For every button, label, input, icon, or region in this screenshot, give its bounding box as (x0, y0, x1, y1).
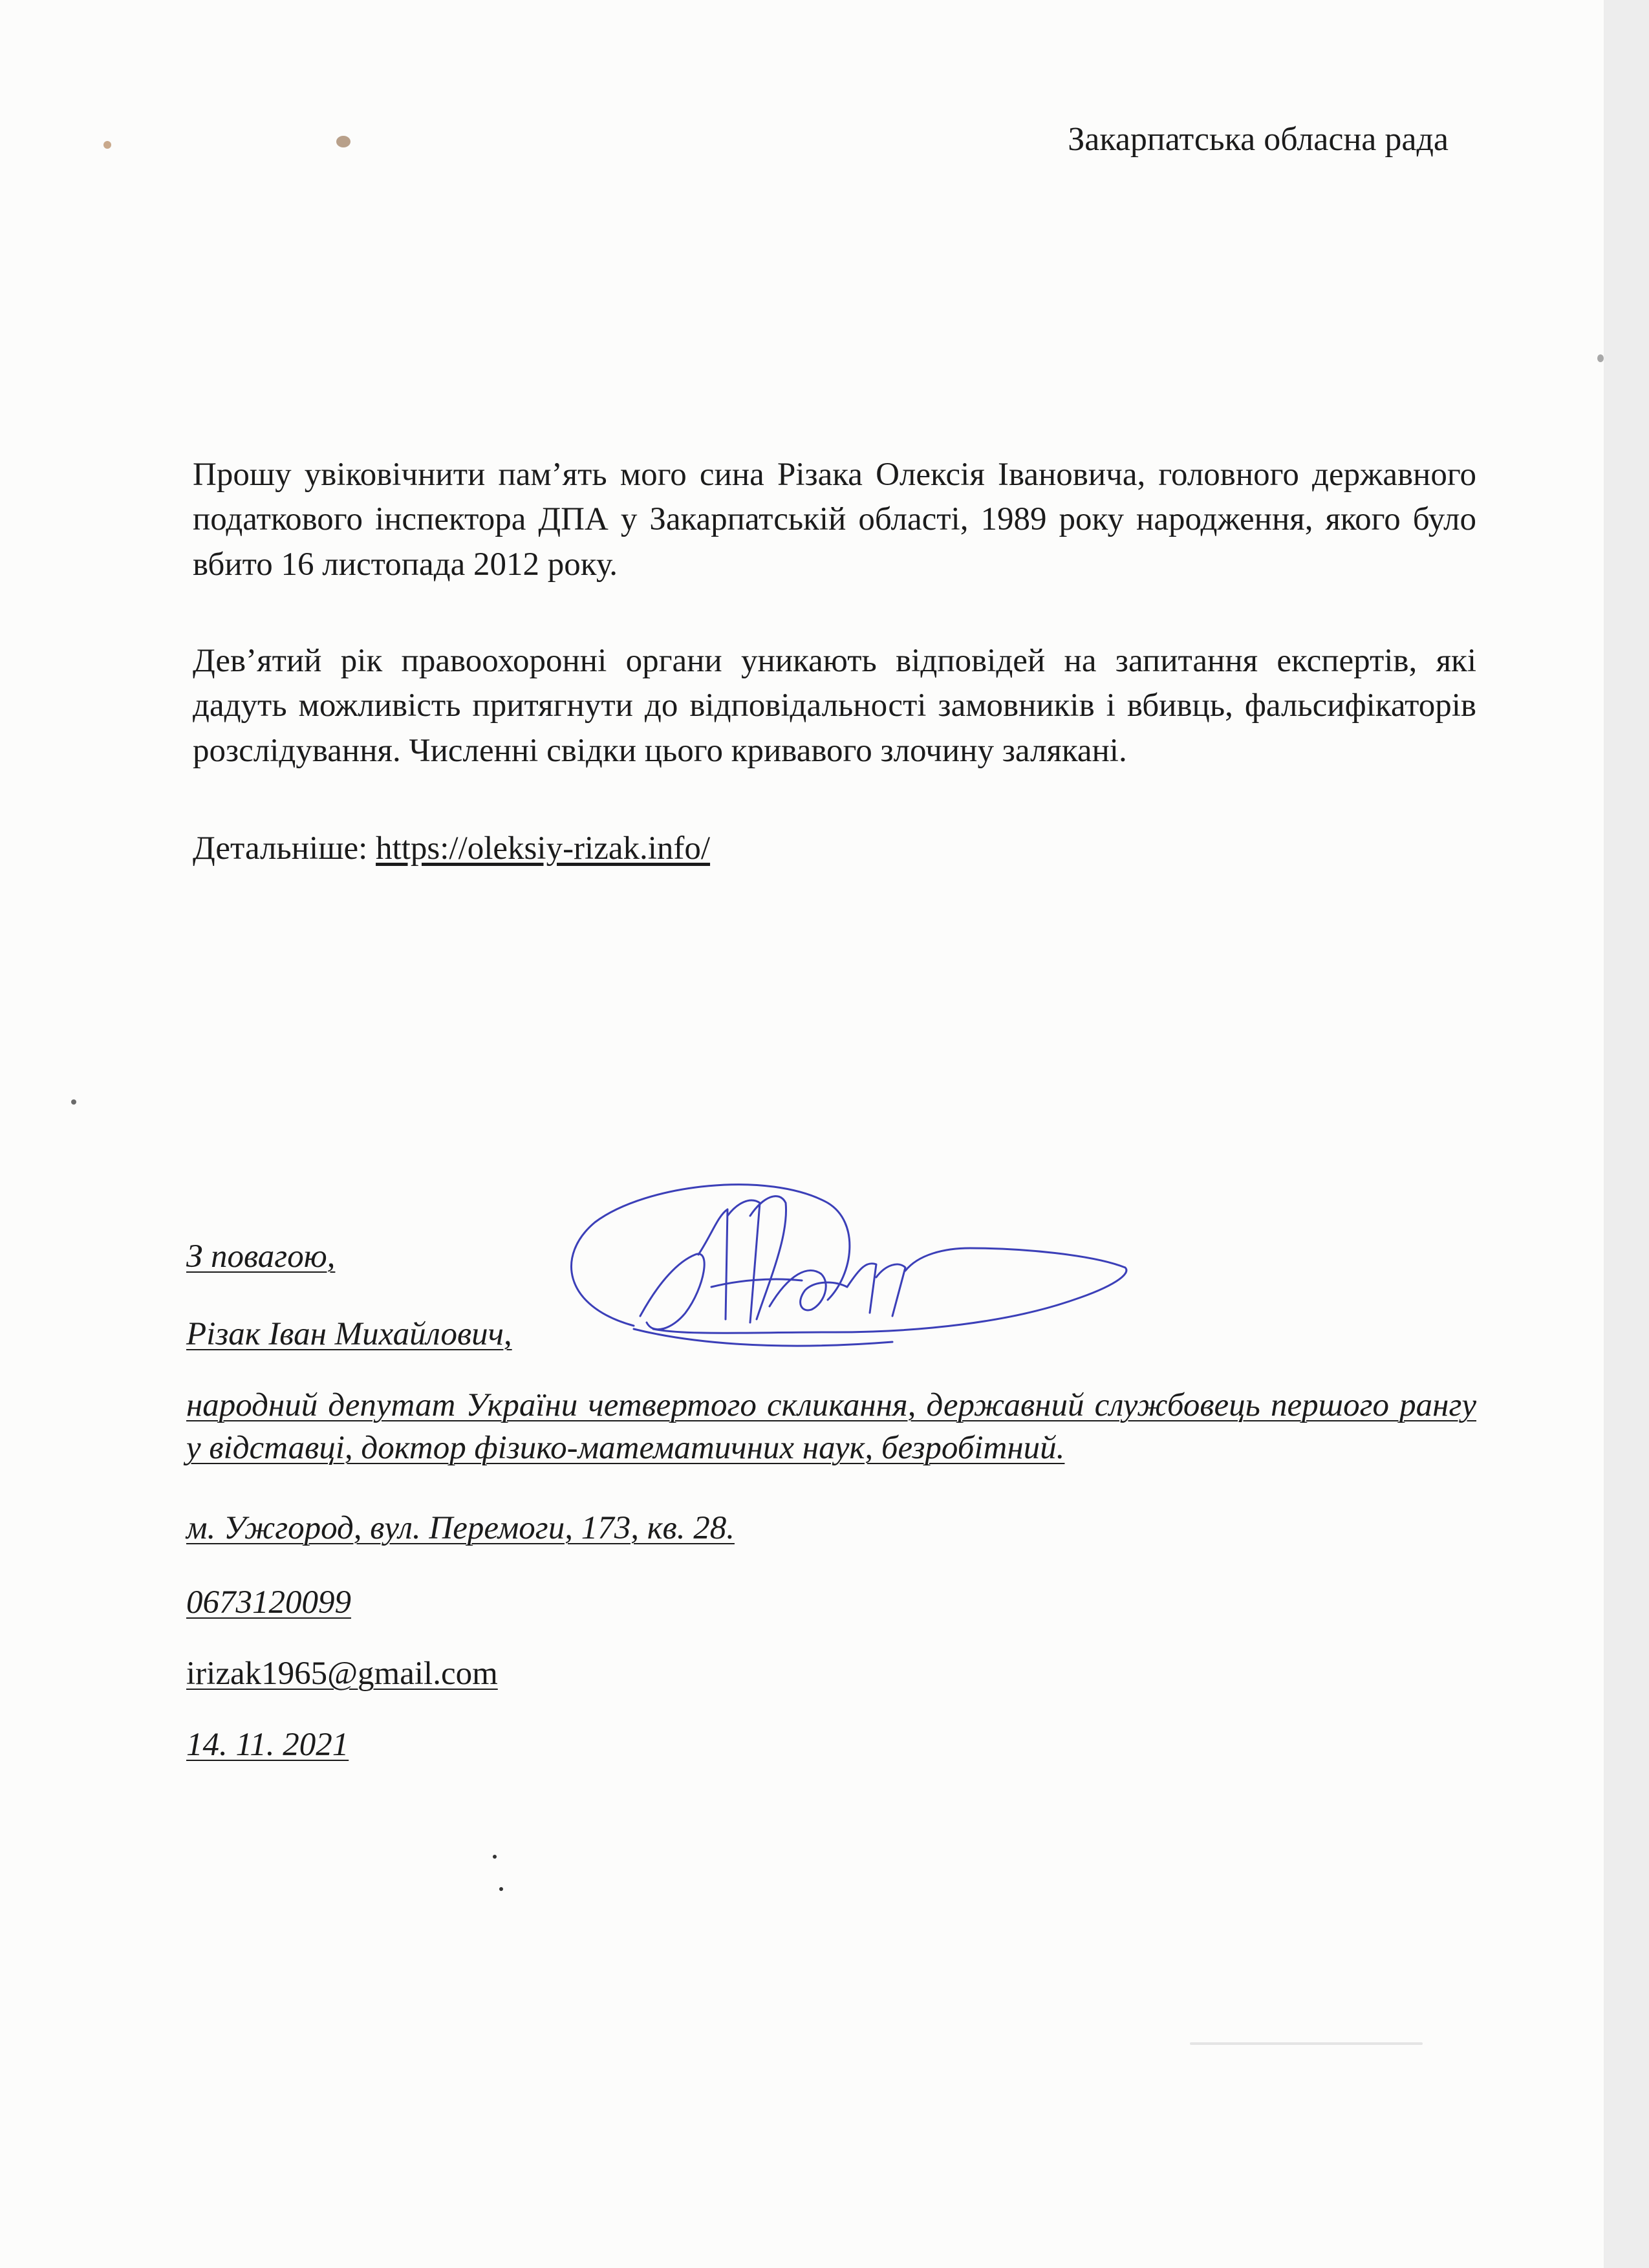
details-link[interactable]: https://oleksiy-rizak.info/ (376, 830, 711, 867)
handwritten-signature (556, 1158, 1151, 1371)
signer-name: Різак Іван Михайлович, (186, 1316, 512, 1352)
recipient: Закарпатська обласна рада (1068, 121, 1449, 158)
paragraph-request: Прошу увіковічнити пам’ять мого сина Різака Олексія Івановича, головного державного податкового інспектора ДПА у Закарпатській області, 1989 року народження, якого було вбито 16 листопада 2012 року. (193, 457, 1476, 583)
signer-title: народний депутат України четвертого скликання, державний службовець першого рангу у відставці, доктор фізико-математичних наук, безробітний. (186, 1387, 1476, 1467)
scan-speck (71, 1099, 76, 1105)
signer-email[interactable]: irizak1965@gmail.com (186, 1656, 498, 1692)
signer-address: м. Ужгород, вул. Перемоги, 173, кв. 28. (186, 1510, 735, 1546)
scan-speck (103, 141, 111, 149)
scan-speck (1597, 354, 1604, 362)
scan-speck (1190, 2042, 1423, 2045)
scan-speck (499, 1887, 503, 1891)
signer-phone: 0673120099 (186, 1584, 351, 1621)
scan-border (1604, 0, 1649, 2268)
paragraph-investigation: Дев’ятий рік правоохоронні органи уникають відповідей на запитання експертів, які дадуть можливість притягнути до відповідальності замовників і вбивць, фальсифікаторів розслідування. Численні свідки цього кривавого злочину залякані. (193, 643, 1476, 769)
signature-greeting: З повагою, (186, 1238, 336, 1275)
scan-speck (493, 1855, 497, 1859)
scan-speck (336, 136, 350, 147)
paragraph-details (193, 826, 1476, 871)
details-label: Детальніше: (193, 830, 376, 867)
document-date: 14. 11. 2021 (186, 1727, 349, 1763)
